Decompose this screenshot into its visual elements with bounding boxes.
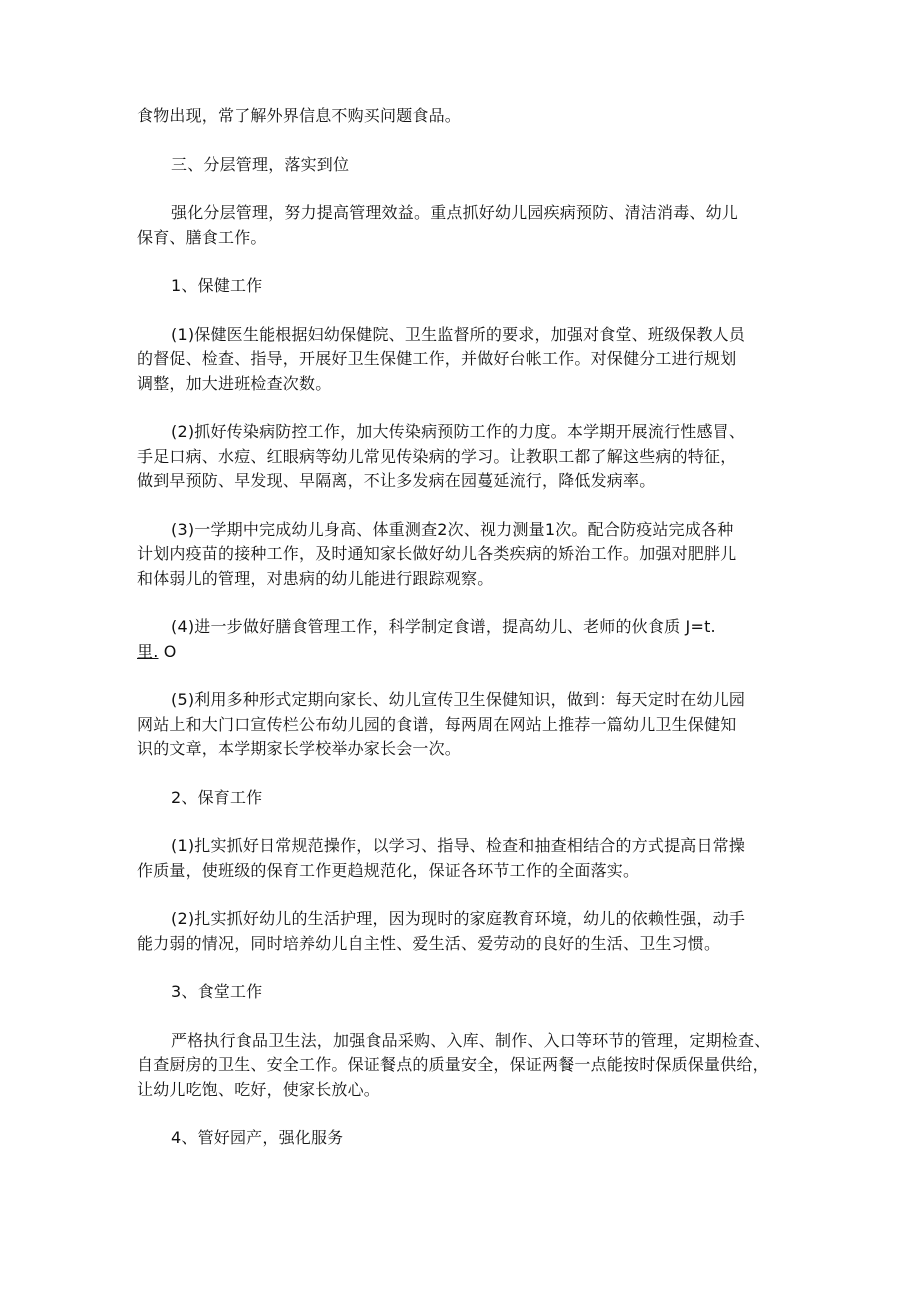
canteen-body: [137, 1029, 787, 1103]
health-item-3: [137, 518, 787, 592]
care-work-heading: 2、保育工作: [171, 787, 263, 807]
paragraph-line: 网站上和大门口宣传栏公布幼儿园的食谱，每两周在网站上推荐一篇幼儿卫生保健知: [137, 714, 737, 734]
care-item-1: [137, 834, 787, 883]
document-body: [137, 104, 787, 1175]
section-intro: [137, 201, 787, 250]
care-item-2: [137, 907, 787, 956]
paragraph-line: 强化分层管理，努力提高管理效益。重点抓好幼儿园疾病预防、清洁消毒、幼儿: [171, 203, 739, 222]
health-item-4: [137, 615, 787, 664]
paragraph-line: (1)扎实抓好日常规范操作，以学习、指导、检查和抽查相结合的方式提高日常操: [171, 836, 746, 855]
paragraph-line: 调整，加大进班检查次数。: [137, 373, 332, 393]
trailing-fragment: O: [158, 641, 177, 661]
paragraph-line: (1)保健医生能根据妇幼保健院、卫生监督所的要求，加强对食堂、班级保教人员: [171, 324, 746, 344]
underlined-fragment: 里.: [137, 641, 159, 661]
paragraph-line: [137, 640, 787, 665]
paragraph-line: 手足口病、水痘、红眼病等幼儿常见传染病的学习。让教职工都了解这些病的特征，: [137, 446, 737, 466]
paragraph-line: 严格执行食品卫生法，加强食品采购、入库、制作、入口等环节的管理，定期检查、: [171, 1030, 771, 1050]
health-work-heading: 1、保健工作: [171, 276, 263, 295]
paragraph-line: 保育、膳食工作。: [137, 227, 267, 247]
paragraph-line: 做到早预防、早发现、早隔离，不让多发病在园蔓延流行，降低发病率。: [137, 471, 656, 490]
paragraph-line: 让幼儿吃饱、吃好，使家长放心。: [137, 1079, 381, 1099]
property-heading: 4、管好园产，强化服务: [171, 1128, 344, 1147]
intro-line: 食物出现，常了解外界信息不购买问题食品。: [137, 106, 462, 125]
health-item-2: [137, 420, 787, 494]
canteen-work-heading: 3、食堂工作: [171, 982, 263, 1001]
section-heading: 三、分层管理，落实到位: [171, 154, 350, 174]
paragraph-line: (5)利用多种形式定期向家长、幼儿宣传卫生保健知识，做到：每天定时在幼儿园: [171, 690, 746, 709]
paragraph-line: (2)抓好传染病防控工作，加大传染病预防工作的力度。本学期开展流行性感冒、: [171, 422, 746, 441]
paragraph-line: (3)一学期中完成幼儿身高、体重测查2次、视力测量1次。配合防疫站完成各种: [171, 519, 734, 539]
paragraph-line: 的督促、检查、指导，开展好卫生保健工作，并做好台帐工作。对保健分工进行规划: [137, 349, 737, 368]
paragraph-line: 作质量，使班级的保育工作更趋规范化，保证各环节工作的全面落实。: [137, 860, 640, 880]
paragraph-line: 识的文章，本学期家长学校举办家长会一次。: [137, 739, 462, 758]
paragraph-line: 计划内疫苗的接种工作，及时通知家长做好幼儿各类疾病的矫治工作。加强对肥胖儿: [137, 544, 737, 563]
health-item-5: [137, 688, 787, 762]
paragraph-line: 自查厨房的卫生、安全工作。保证餐点的质量安全，保证两餐一点能按时保质保量供给，: [137, 1055, 769, 1074]
paragraph-line: (2)扎实抓好幼儿的生活护理，因为现时的家庭教育环境，幼儿的依赖性强，动手: [171, 909, 746, 928]
health-item-1: [137, 323, 787, 397]
paragraph-line: 和体弱儿的管理，对患病的幼儿能进行跟踪观察。: [137, 568, 494, 588]
paragraph-line: (4)进一步做好膳食管理工作，科学制定食谱，提高幼儿、老师的伙食质 J=t.: [171, 617, 716, 636]
paragraph-line: 能力弱的情况，同时培养幼儿自主性、爱生活、爱劳动的良好的生活、卫生习惯。: [137, 933, 721, 953]
